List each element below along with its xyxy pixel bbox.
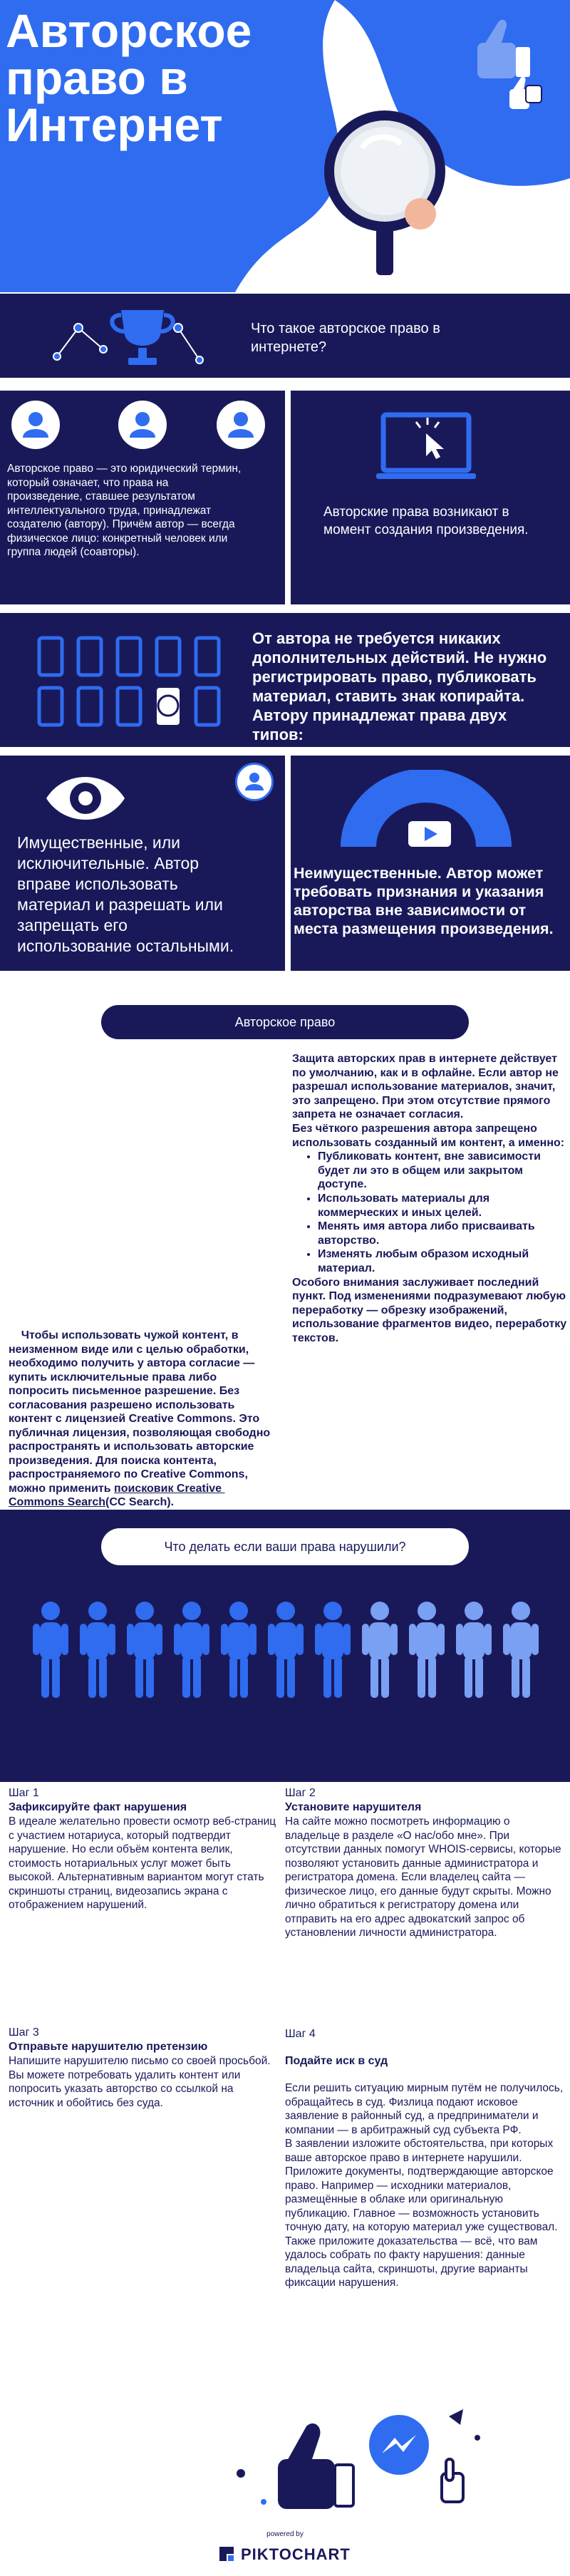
- user-icon: [11, 401, 60, 449]
- hand-pointer-icon: [442, 2459, 463, 2502]
- step-body: На сайте можно посмотреть информацию о владельце в разделе «О нас/обо мне». При отсутствии данных помогут WHOIS-сервисы, которые позволяют установить данные администратора и регистратора домена. Если владелец сайта — физическое лицо, его данные будут скрыты. Можно лично обратиться к регистратору домена или отправить на его адрес адвокатский запрос об установлении личности администратора.: [285, 1815, 561, 1939]
- phones-icon: [36, 634, 228, 734]
- step-body: В идеале желательно провести осмотр веб-страниц с участием нотариуса, который подтвердит нарушение. Но если объём контента велик, стоимость нотариальных услуг может быть высокой. Альтернативным вариантом могут стать скриншоты страниц, видеозапись экрана с отображением нарушений.: [9, 1815, 276, 1911]
- definition-text: Авторское право — это юридический термин, который означает, что права на произведение, ставшее результатом интеллектуального труда, принадлежат создателю (автору). Причём автор — всегда физическое лицо: конкретный человек или группа людей (соавторы).: [7, 463, 242, 558]
- violation-pill: Что делать если ваши права нарушили?: [101, 1528, 469, 1565]
- piktochart-wordmark: PIKTOCHART: [241, 2545, 351, 2563]
- piktochart-logo-icon: [217, 2544, 237, 2564]
- thumbs-up-footer-icon: [278, 2423, 353, 2509]
- right-p3: Особого внимания заслуживает последний пункт. Под изменениями подразумевают любую переработку — обрезку изображений, использование фрагментов видео, переработку текстов.: [292, 1276, 567, 1344]
- step-title: Установите нарушителя: [285, 1801, 422, 1813]
- step-number: Шаг 3: [9, 2026, 39, 2039]
- moral-rights-card: [291, 756, 570, 971]
- piktochart-logo[interactable]: [214, 2541, 356, 2567]
- hand-cursor-icon: [520, 80, 549, 108]
- triangle-icon: [449, 2409, 463, 2425]
- powered-by: powered by: [266, 2530, 304, 2538]
- dot-icon: [475, 2435, 480, 2441]
- no-actions-banner: [0, 613, 570, 747]
- step-number: Шаг 1: [9, 1787, 39, 1799]
- people-icons: [7, 398, 278, 455]
- right-p1: Защита авторских прав в интернете действует по умолчанию, как и в офлайне. Если автор не разрешал использование материалов, значит, это запрещено. При этом отсутствие прямого запрета не означает согласия.: [292, 1053, 559, 1121]
- dot-icon: [261, 2499, 266, 2505]
- user-icon: [217, 401, 265, 449]
- trophy-network-icon: [43, 299, 214, 374]
- copyright-pill: Авторское право: [101, 1005, 469, 1039]
- footer-decor: [235, 2388, 506, 2530]
- step-1: [9, 1786, 276, 1912]
- list-item: • Использовать материалы для коммерческих и иных целей.: [318, 1192, 567, 1220]
- step-body: Если решить ситуацию мирным путём не получилось, обращайтесь в суд. Физлица подают исковое заявление в районный суд, а предприниматели и компании — в арбитражный суд субъекта РФ. В заявлении изложите обстоятельства, при которых ваше авторское право в интернете нарушили. Приложите документы, подтверждающие авторское право. Например — исходники материалов, размещённые в облаке или оригинальную публикацию. Главное — возможность установить точную дату, на которую материал уже существовал. Также приложите доказательства — всё, что вам удалось собрать по факту нарушения: данные владельца сайта, скриншоты, другие варианты фиксации нарушения.: [285, 2082, 564, 2289]
- step-3: [9, 2026, 276, 2110]
- right-p2: Без чёткого разрешения автора запрещено использовать созданный им контент, а именно:: [292, 1122, 565, 1149]
- dot-icon: [237, 2469, 245, 2478]
- definition-card: [0, 391, 285, 604]
- moral-rights-text: Неимущественные. Автор может требовать признания и указания авторства вне зависимости от места размещения произведения.: [294, 865, 554, 937]
- user-icon: [118, 401, 167, 449]
- magnifier-icon: [314, 107, 456, 278]
- cc-search-link[interactable]: поисковик Creative Commons Search: [9, 1482, 225, 1508]
- intro-banner: [0, 294, 570, 378]
- step-body: Напишите нарушителю письмо со своей просьбой. Вы можете потребовать удалить контент или попросить указать авторство со ссылкой на источник и обойтись без суда.: [9, 2055, 271, 2109]
- gauge-video-icon: [333, 770, 519, 848]
- step-number: Шаг 2: [285, 1787, 316, 1799]
- right-column-text: [292, 1052, 567, 1345]
- property-rights-text: Имущественные, или исключительные. Автор вправе использовать материал и разрешать или запрещать его использование остальными.: [17, 833, 234, 955]
- left-column-text: Чтобы использовать чужой контент, в неизменном виде или с целью обработки, необходимо получить у автора согласие — купить исключительные права либо попросить письменное разрешение. Без согласования разрешено использовать контент с лицензией Creative Commons. Это публичная лицензия, позволяющая свободно распространять и использовать авторские произведения. Для поиска контента, распространяемого по Creative Commons, можно применить поисковик Creative Commons Search(CC Search).: [9, 1329, 274, 1508]
- list-item: • Публиковать контент, вне зависимости будет ли это в общем или закрытом доступе.: [318, 1150, 567, 1192]
- rights-origin-text: Авторские права возникают в момент создания произведения.: [323, 505, 529, 537]
- hero-section: [0, 0, 570, 292]
- messenger-icon: [369, 2415, 429, 2475]
- no-actions-text: От автора не требуется никаких дополнительных действий. Не нужно регистрировать право, публиковать материал, ставить знак копирайта. Автору принадлежат права двух типов:: [252, 629, 547, 743]
- list-item: • Менять имя автора либо присваивать авторство.: [318, 1220, 567, 1247]
- step-number: Шаг 4: [285, 2028, 316, 2040]
- people-row-icon: [33, 1601, 539, 1701]
- prohibited-list: [292, 1150, 567, 1275]
- intro-question: Что такое авторское право в интернете?: [251, 321, 440, 355]
- step-title: Подайте иск в суд: [285, 2055, 388, 2067]
- property-rights-card: [0, 756, 285, 971]
- step-title: Отправьте нарушителю претензию: [9, 2041, 208, 2053]
- eye-icon: [43, 770, 128, 827]
- page-title: Авторское право в Интернет: [6, 4, 252, 151]
- user-badge-icon: [235, 763, 274, 801]
- violation-section: [0, 1510, 570, 1782]
- step-2: [285, 1786, 563, 1940]
- list-item: • Изменять любым образом исходный материал.: [318, 1247, 567, 1275]
- step-4: [285, 2014, 564, 2303]
- hand-icon: [405, 198, 436, 230]
- rights-origin-card: [291, 391, 570, 604]
- laptop-cursor-icon: [376, 412, 476, 483]
- step-title: Зафиксируйте факт нарушения: [9, 1801, 187, 1813]
